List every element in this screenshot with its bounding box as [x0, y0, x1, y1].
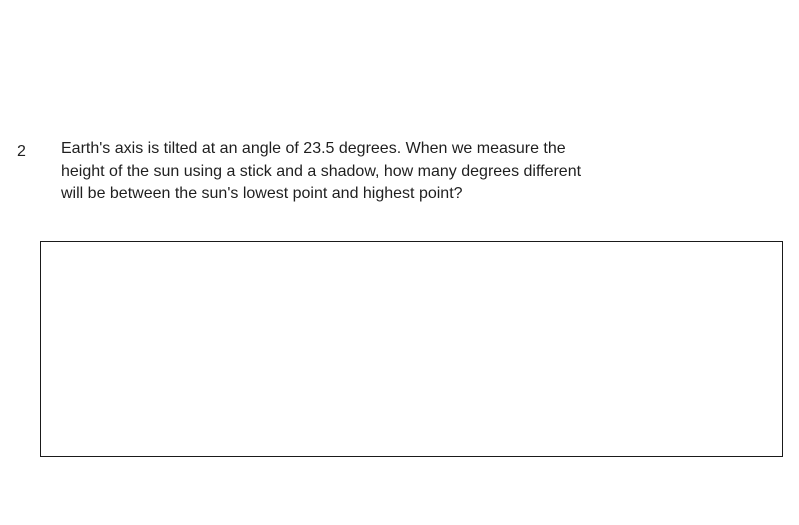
question-text: [61, 138, 641, 206]
question-text-line: height of the sun using a stick and a shadow, how many degrees different: [61, 162, 582, 180]
question-text-line: will be between the sun's lowest point and highest point?: [61, 185, 463, 202]
question-number: 2: [17, 143, 26, 160]
question-text-line: Earth's axis is tilted at an angle of 23.5 degrees. When we measure the: [61, 140, 566, 157]
answer-box[interactable]: [40, 241, 783, 457]
